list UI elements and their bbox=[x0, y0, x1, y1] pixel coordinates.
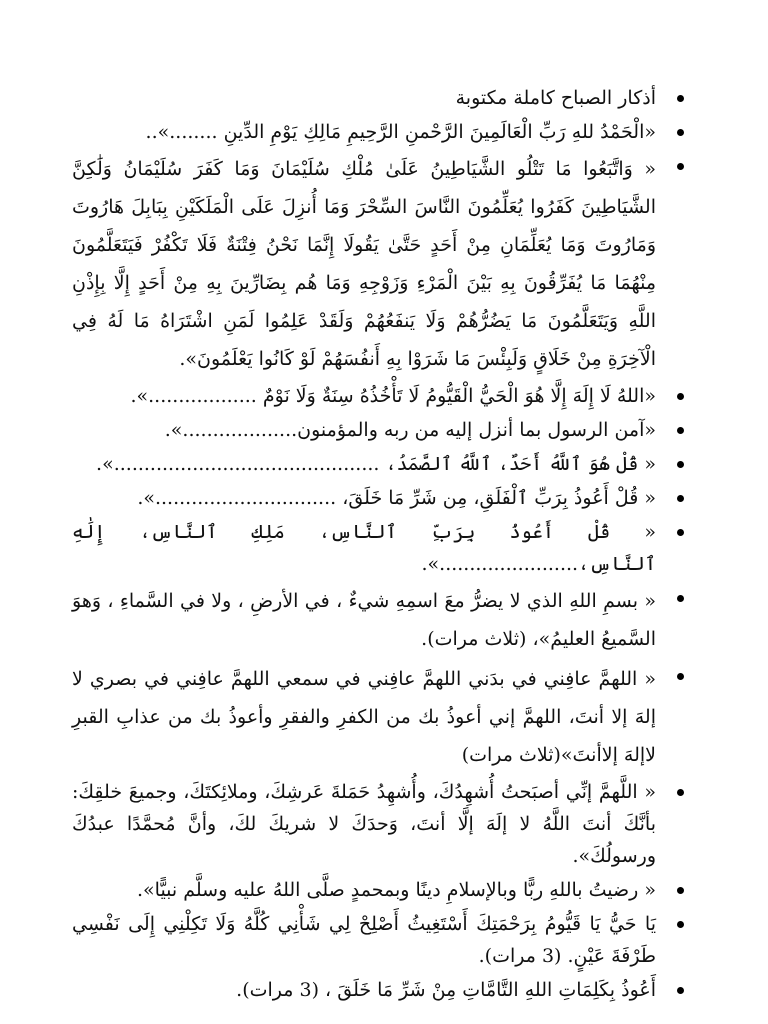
bullet-icon bbox=[677, 673, 684, 680]
list-item-text: « قُلْ أَعُوذُ بِرَبِّ ٱلْفَلَقِ، مِن شَرِّ مَا خَلَقَ، ..............................». bbox=[137, 487, 656, 509]
bullet-icon bbox=[677, 427, 684, 434]
list-item bbox=[72, 974, 686, 1006]
list-item bbox=[72, 380, 686, 412]
bullet-icon bbox=[677, 129, 684, 136]
list-item-text: أذكار الصباح كاملة مكتوبة bbox=[455, 87, 656, 109]
list-item bbox=[72, 908, 686, 972]
list-item bbox=[72, 116, 686, 148]
list-item bbox=[72, 414, 686, 446]
list-item bbox=[72, 874, 686, 906]
list-item-text: « اللَّهمَّ إنِّي أصبَحتُ أُشهِدُكَ، وأُشهِدُ حَمَلةَ عَرشِكَ، وملائِكتَكَ، وجميعَ خلقِكَ: بأنَّكَ أنتَ اللَّهُ لا إلَهَ إلَّا أنتَ، وَحدَكَ لا شريكَ لكَ، وأنَّ مُحمَّدًا عبدُكَ ورسولُكَ». bbox=[72, 781, 656, 867]
list-item-text: « قُلْ هُوَ ٱللَّهُ أَحَدٌ، ٱللَّهُ ٱلصَّمَدُ، ............................................». bbox=[96, 453, 656, 475]
bullet-icon bbox=[677, 393, 684, 400]
list-item bbox=[72, 82, 686, 114]
bullet-icon bbox=[677, 887, 684, 894]
list-item-text: «آمن الرسول بما أنزل إليه من ربه والمؤمنون...................». bbox=[164, 419, 656, 441]
bullet-icon bbox=[677, 789, 684, 796]
bullet-icon bbox=[677, 595, 684, 602]
adhkar-list bbox=[72, 82, 686, 1006]
bullet-icon bbox=[677, 529, 684, 536]
list-item-text: « وَاتَّبَعُوا مَا تَتْلُو الشَّيَاطِينُ عَلَىٰ مُلْكِ سُلَيْمَانَ وَمَا كَفَرَ سُلَيْمَانُ وَلَٰكِنَّ الشَّيَاطِينَ كَفَرُوا يُعَلِّمُونَ النَّاسَ السِّحْرَ وَمَا أُنزِلَ عَلَى الْمَلَكَيْنِ بِبَابِلَ هَارُوتَ وَمَارُوتَ وَمَا يُعَلِّمَانِ مِنْ أَحَدٍ حَتَّىٰ يَقُولَا إِنَّمَا نَحْنُ فِتْنَةٌ فَلَا تَكْفُرْ فَيَتَعَلَّمُونَ مِنْهُمَا مَا يُفَرِّقُونَ بِهِ بَيْنَ الْمَرْءِ وَزَوْجِهِ وَمَا هُم بِضَارِّينَ بِهِ مِنْ أَحَدٍ إِلَّا بِإِذْنِ اللَّهِ وَيَتَعَلَّمُونَ مَا يَضُرُّهُمْ وَلَا يَنفَعُهُمْ وَلَقَدْ عَلِمُوا لَمَنِ اشْتَرَاهُ مَا لَهُ فِي الْآخِرَةِ مِنْ خَلَاقٍ وَلَبِئْسَ مَا شَرَوْا بِهِ أَنفُسَهُمْ لَوْ كَانُوا يَعْلَمُونَ». bbox=[72, 158, 656, 370]
list-item-text: أَعُوذُ بِكَلِمَاتِ اللهِ التَّامَّاتِ مِنْ شَرِّ مَا خَلَقَ ، (3 مرات). bbox=[236, 979, 656, 1001]
bullet-icon bbox=[677, 987, 684, 994]
bullet-icon bbox=[677, 163, 684, 170]
list-item-text: «الْحَمْدُ للهِ رَبِّ الْعَالَمِينَ الرَّحْمنِ الرَّحِيمِ مَالِكِ يَوْمِ الدِّينِ ........».. bbox=[145, 121, 656, 143]
bullet-icon bbox=[677, 495, 684, 502]
list-item bbox=[72, 776, 686, 872]
bullet-icon bbox=[677, 921, 684, 928]
list-item-text: « اللهمَّ عافِني في بدَني اللهمَّ عافِني في سمعي اللهمَّ عافِني في بصري لا إلهَ إلا أنتَ، اللهمَّ إني أعوذُ بك من الكفرِ والفقرِ وأعوذُ بك من عذابِ القبرِ لاإلهَ إلاأنتَ»(ثلاث مرات) bbox=[72, 668, 656, 766]
bullet-icon bbox=[677, 461, 684, 468]
list-item-text: يَا حَيُّ يَا قَيُّومُ بِرَحْمَتِكَ أَسْتَغِيثُ أَصْلِحْ لِي شَأْنِي كُلَّهُ وَلَا تَكِلْنِي إِلَى نَفْسِي طَرْفَةَ عَيْنٍ. (3 مرات). bbox=[72, 913, 656, 967]
list-item bbox=[72, 482, 686, 514]
list-item bbox=[72, 448, 686, 480]
bullet-icon bbox=[677, 95, 684, 102]
list-item-text: «اللهُ لَا إِلَهَ إِلَّا هُوَ الْحَيُّ الْقَيُّومُ لَا تَأْخُذُهُ سِنَةٌ وَلَا نَوْمٌ ..................». bbox=[130, 385, 656, 407]
list-item bbox=[72, 660, 686, 774]
list-item-text: « بسمِ اللهِ الذي لا يضرُّ معَ اسمِهِ شيءٌ ، في الأرضِ ، ولا في السَّماءِ ، وَهوَ السَّميعُ العليمُ»، (ثلاث مرات). bbox=[72, 590, 656, 650]
list-item-text: « رضيتُ باللهِ ربًّا وبالإسلامِ دينًا وبمحمدٍ صلَّى اللهُ عليه وسلَّم نبيًّا». bbox=[137, 879, 656, 901]
list-item bbox=[72, 150, 686, 378]
list-item bbox=[72, 582, 686, 658]
list-item bbox=[72, 516, 686, 580]
list-item-text: « قُلْ أَعُوذُ بِرَبِّ ٱلنَّاسِ، مَلِكِ ٱلنَّاسِ، إِلَٰهِ ٱلنَّاسِ،.......................». bbox=[72, 521, 656, 575]
